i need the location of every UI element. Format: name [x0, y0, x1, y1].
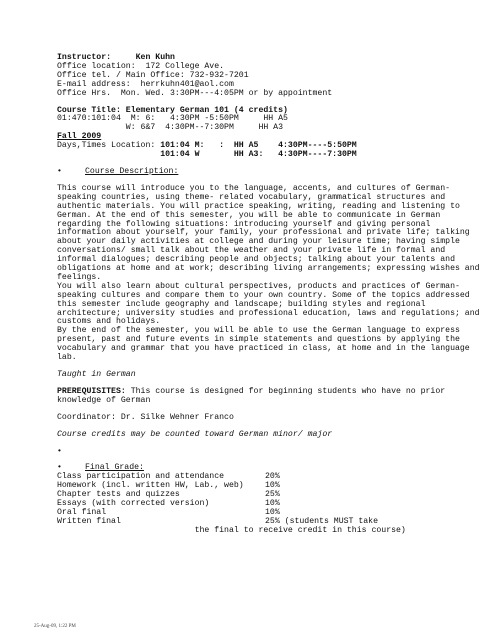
- prereq-text: This course is designed for beginning students who have no prior knowledge of German: [57, 386, 446, 405]
- bullet-icon: •: [57, 463, 62, 473]
- office-tel: Office tel. / Main Office: 732-932-7201: [57, 70, 249, 80]
- instructor-name: Ken Kuhn: [135, 53, 175, 62]
- grade-value: 10%: [265, 481, 280, 491]
- grade-label: Essays (with corrected version): [57, 499, 210, 509]
- days-label: Days,Times Location:: [57, 141, 161, 151]
- grade-value: 25% (students MUST take: [265, 516, 379, 526]
- days-value-1: 101:04 M: : HH A5 4:30PM----5:50PM: [160, 141, 357, 151]
- term: Fall 2009: [57, 132, 102, 142]
- schedule-line-1: 01:470:101:04 M: 6: 4:30PM -5:50PM HH A5: [57, 114, 288, 124]
- grade-value: 20%: [265, 472, 280, 482]
- instructor-label: Instructor:: [57, 53, 112, 62]
- bullet-icon: •: [57, 446, 62, 456]
- grade-label: Homework (incl. written HW, Lab., web): [57, 481, 244, 491]
- grade-label: Chapter tests and quizzes: [57, 490, 180, 500]
- grade-heading: Final Grade:: [85, 463, 144, 473]
- course-title: Course Title: Elementary German 101 (4 credits): [57, 105, 288, 115]
- credits-note: Course credits may be counted toward German minor/ major: [57, 429, 333, 439]
- prerequisites: [57, 388, 487, 406]
- description-paragraph-1: This course will introduce you to the language, accents, and cultures of German-speaking countries, using theme- related vocabulary, grammatical structures and authentic materials. You will practice speaking, writing, reading and listening to German. At the end of this semester, you will be able to communicate in German regarding the following situations: introducing yourself and giving personal information about yourself, your family, your professional and private life; talking about your daily activities at college and during your leisure time; having simple conversations/ small talk about the weather and your private life in formal and informal dialogues; describing people and objects; talking about your talents and obligations at home and at work; describing living arrangements; expressing wishes and feelings.: [57, 183, 480, 282]
- days-line-2: [57, 151, 487, 160]
- description-paragraph-2: You will also learn about cultural perspectives, products and practices of German-speaking cultures and compare them to your own country. Some of the topics addressed this semester include geography and landscape; building styles and regional architecture; university studies and professional education, laws and regulations; and customs and holidays.: [57, 281, 480, 327]
- syllabus-page: [57, 54, 487, 536]
- schedule-line-2: W: 6&7 4:30PM--7:30PM HH A3: [57, 123, 284, 133]
- grade-final-note: the final to receive credit in this course): [194, 525, 406, 535]
- empty-bullet-row: [57, 448, 487, 457]
- prereq-label: PREREQUISITES:: [57, 386, 126, 396]
- coordinator: Coordinator: Dr. Silke Wehner Franco: [57, 412, 234, 422]
- grade-label: Class participation and attendance: [57, 472, 225, 482]
- days-value-2: 101:04 W HH A3: 4:30PM----7:30PM: [160, 150, 357, 160]
- grade-label: Written final: [57, 516, 121, 526]
- description-paragraph-3: By the end of the semester, you will be able to use the German language to express present, past and future events in simple statements and questions by applying the vocabulary and grammar that you have practiced in class, at home and in the language lab.: [57, 326, 470, 363]
- description-heading-row: [57, 168, 487, 177]
- email-address: E-mail address: herrkuhn401@aol.com: [57, 79, 234, 89]
- description-heading: Course Description:: [85, 166, 179, 176]
- grade-list: [57, 473, 487, 526]
- taught-in: Taught in German: [57, 370, 136, 379]
- grade-label: Oral final: [57, 507, 107, 517]
- print-timestamp: 25-Aug-09, 1:22 PM: [34, 624, 76, 629]
- bullet-icon: •: [57, 166, 62, 176]
- office-hours: Office Hrs. Mon. Wed. 3:30PM---4:05PM or by appointment: [57, 88, 333, 98]
- grade-value: 25%: [265, 490, 280, 500]
- grade-value: 10%: [265, 507, 280, 517]
- grade-value: 10%: [265, 499, 280, 509]
- office-location: Office location: 172 College Ave.: [57, 61, 225, 71]
